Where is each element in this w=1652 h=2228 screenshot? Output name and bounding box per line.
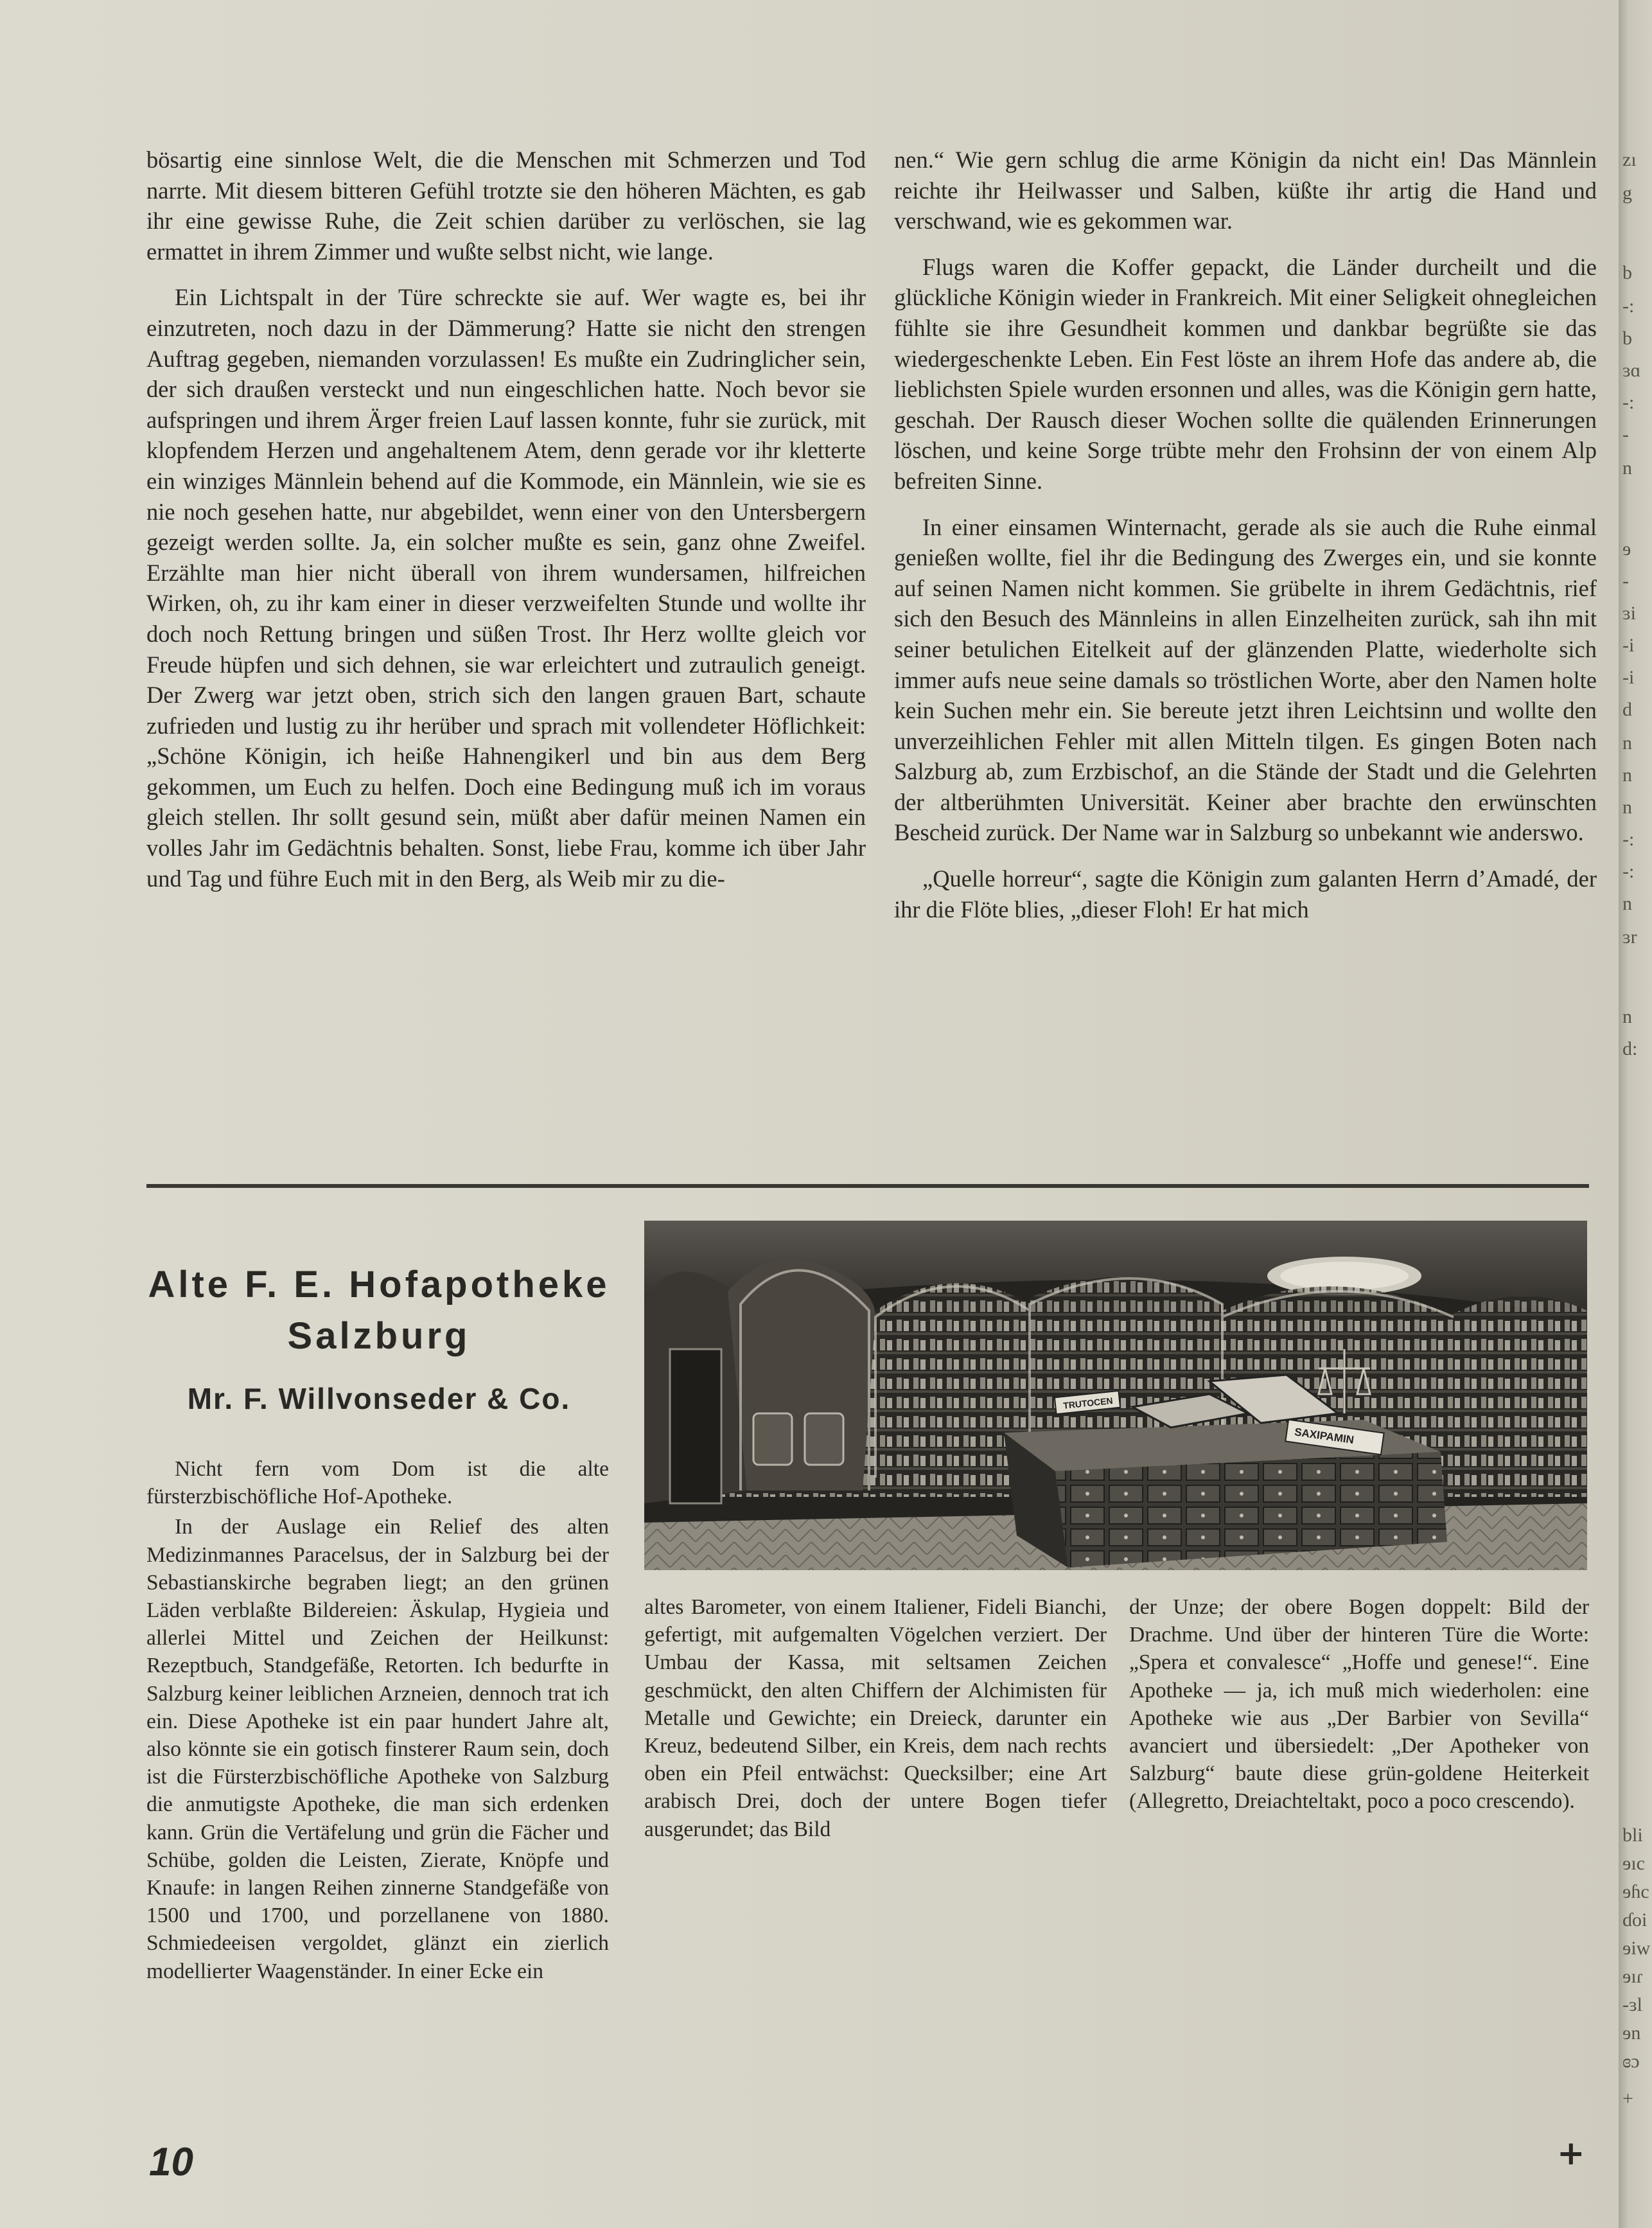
page-number: 10: [149, 2140, 193, 2184]
edge-fragment: ɘn: [1622, 2022, 1641, 2044]
edge-fragment: b: [1622, 328, 1632, 349]
next-page-edge: [1619, 0, 1652, 2228]
ad-title-city: Salzburg: [287, 1315, 471, 1357]
ad-left-column: [146, 1455, 609, 1985]
ad-title: Alte F. E. Hofapotheke: [148, 1264, 610, 1305]
edge-fragment: -i: [1622, 667, 1635, 688]
pharmacy-interior-photo: [644, 1221, 1587, 1570]
edge-fragment: -:: [1622, 829, 1635, 850]
edge-fragment: ɜi: [1622, 603, 1636, 624]
section-divider: [146, 1184, 1589, 1188]
sign-right: SAXIPAMIN: [1294, 1426, 1355, 1447]
ad-paragraph: altes Barometer, von einem Italiener, Fideli Bianchi, gefertigt, mit aufgemalten Vögelchen verziert. Der Umbau der Kassa, mit seltsamen Zeichen geschmückt, den alten Chiffern der Alchimisten für Metalle und Gewichte; ein Dreieck, darunter ein Kreuz, bedeutend Silber, ein Kreis, dem nach rechts oben ein Pfeil entwächst: Quecksilber; eine Art arabisch Drei, doch der untere Bogen tiefer ausgerundet; das Bild: [644, 1595, 1107, 1841]
story-right-column: [894, 145, 1597, 924]
edge-fragment: d: [1622, 699, 1632, 720]
edge-fragment: ɞɔ: [1622, 2051, 1640, 2072]
edge-fragment: n: [1622, 732, 1632, 754]
edge-fragment: n: [1622, 893, 1632, 914]
edge-fragment: ɗoi: [1622, 1909, 1648, 1931]
end-mark: +: [1557, 2134, 1585, 2173]
edge-fragment: -i: [1622, 635, 1635, 656]
ad-paragraph: der Unze; der obere Bogen doppelt: Bild der Drachme. Und über der hinteren Türe die Worte: „Spera et convalesce“ „Hoffe und genese!“. Eine Apotheke — ja, ich muß mich wiederholen: eine Apotheke wie aus „Der Barbier von Sevilla“ avanciert und übersiedelt: „Der Apotheker von Salzburg“ baute diese grün-goldene Heiterkeit (Allegretto, Dreiachteltakt, poco a poco crescendo).: [1129, 1595, 1589, 1814]
edge-fragment: ɘıɾ: [1622, 1966, 1643, 1987]
story-paragraph: Flugs waren die Koffer gepackt, die Länder durcheilt und die glückliche Königin wieder in Frankreich. Mit einer Seligkeit ohnegleichen fühlte sie ihre Gesundheit kommen und dankbar begrüßte sie das wiedergeschenkte Leben. Ein Fest löste an ihrem Hofe das andere ab, die lieblichsten Spiele wurden ersonnen und alles, was die Königin gern hatte, geschah. Der Rausch dieser Wochen sollte die quälenden Erinnerungen löschen, und keine Sorge trübte mehr den Frohsinn der von einem Alp befreiten Sinne.: [894, 253, 1597, 494]
edge-fragment: ɜr: [1622, 926, 1637, 948]
story-paragraph: nen.“ Wie gern schlug die arme Königin da nicht ein! Das Männlein reichte ihr Heilwasser und Salben, küßte ihr artig die Hand und verschwand, wie es gekommen war.: [894, 146, 1597, 234]
edge-fragment: -:: [1622, 392, 1635, 413]
edge-fragment: -:: [1622, 296, 1635, 317]
story-paragraph: bösartig eine sinnlose Welt, die die Menschen mit Schmerzen und Tod narrte. Mit diesem bitteren Gefühl trotzte sie den höheren Mächten, es gab ihr eine gewisse Ruhe, die Zeit schien darüber zu verlöschen, sie lag ermattet in ihrem Zimmer und wußte selbst nicht, wie lange.: [146, 146, 866, 265]
edge-fragment: d:: [1622, 1038, 1638, 1059]
edge-fragment: zı: [1622, 149, 1637, 170]
edge-fragment: n: [1622, 765, 1632, 786]
edge-fragment: n: [1622, 1006, 1632, 1027]
edge-fragment: -ɜl: [1622, 1994, 1642, 2015]
edge-fragment: +: [1622, 2088, 1633, 2109]
edge-fragment: bli: [1622, 1825, 1643, 1846]
edge-fragment: ɘiw: [1622, 1938, 1651, 1959]
edge-fragment: ɘıc: [1622, 1853, 1645, 1874]
edge-fragment: n: [1622, 457, 1632, 479]
edge-fragment: -: [1622, 424, 1629, 445]
story-paragraph: In einer einsamen Winternacht, gerade als sie auch die Ruhe einmal genießen wollte, fiel ihr die Bedingung des Zwerges ein, und sie konnte auf seinen Namen nicht kommen. Sie grübelte in ihrem Gedächtnis, rief sich den Besuch des Männleins in allen Einzelheiten zurück, sah ihn mit seiner betulichen Eitelkeit auf der glänzenden Platte, wiederholte sich immer aufs neue seine damals so tröstlichen Worte, aber den Namen holte kein Suchen mehr ein. Sie bereute jetzt ihren Leichtsinn und wollte den unverzeihlichen Fehler mit allen Mitteln tilgen. Es gingen Boten nach Salzburg ab, zum Erzbischof, an die Stände der Stadt und die Gelehrten der altberühmten Universität. Keiner aber brachte den erwünschten Bescheid zurück. Der Name war in Salzburg so unbekannt wie anderswo.: [894, 513, 1597, 846]
edge-fragment: b: [1622, 262, 1632, 283]
story-paragraph: Ein Lichtspalt in der Türe schreckte sie auf. Wer wagte es, bei ihr einzutreten, noch dazu in der Dämmerung? Hatte sie nicht den strengen Auftrag gegeben, niemanden vorzulassen! Es mußte ein Zudringlicher sein, der sich draußen versteckt und nun eingeschlichen hatte. Noch bevor sie aufspringen und ihrem Ärger freien Lauf lassen konnte, fuhr sie zurück, mit klopfendem Herzen und angehaltenem Atem, denn gerade vor ihr kletterte ein winziges Männlein behend auf die Kommode, ein Männlein, wie sie es nie noch gesehen hatte, nur abgebildet, wenn einer von den Untersbergern gezeigt werden sollte. Ja, ein solcher mußte es sein, ganz ohne Zweifel. Erzählte man hier nicht überall von ihrem wundersamen, hilfreichen Wirken, oh, zu ihr kam einer in dieser verzweifelten Stunde und wollte ihr doch noch Rettung bringen und süßen Trost. Ihr Herz wollte gleich vor Freude hüpfen und sich dehnen, sie war erleichtert und zutraulich geneigt. Der Zwerg war jetzt oben, strich sich den langen grauen Bart, schaute zufrieden und lustig zu ihr herüber und sprach mit vollendeter Höflichkeit: „Schöne Königin, ich heiße Hahnengikerl und bin aus dem Berg gekommen, um Euch zu helfen. Doch eine Bedingung muß ich im voraus gleich stellen. Ihr sollt gesund sein, müßt aber dafür meinen Namen ein volles Jahr im Gedächtnis behalten. Sonst, liebe Frau, komme ich über Jahr und Tag und führe Euch mit in den Berg, als Weib mir zu die-: [146, 284, 866, 892]
ad-paragraph: Nicht fern vom Dom ist die alte fürsterzbischöfliche Hof-Apotheke.: [146, 1457, 609, 1509]
edge-fragment: g: [1622, 182, 1632, 204]
sign-left: TRUTOCEN: [1062, 1395, 1114, 1411]
ad-paragraph: In der Auslage ein Relief des alten Medizinmannes Paracelsus, der in Salzburg bei der Sebastianskirche begraben liegt; an den grünen Läden verblaßte Bildereien: Äskulap, Hygieia und allerlei Mittel und Zeichen der Heilkunst: Rezeptbuch, Standgefäße, Retorten. Ich bedurfte in Salzburg keiner leiblichen Arzneien, dennoch trat ich ein. Diese Apotheke ist ein paar hundert Jahre alt, also könnte sie ein gotisch finsterer Raum sein, doch ist die Fürsterzbischöfliche Apotheke von Salzburg die anmutigste Apotheke, die man sich erdenken kann. Grün die Vertäfelung und grün die Fächer und Schübe, golden die Leisten, Zierate, Knöpfe und Knaufe: in langen Reihen zinnerne Standgefäße von 1500 und 1700, und porzellanene von 1880. Schmiedeeisen vergoldet, glänzt ein zierlich modellierter Waagenständer. In einer Ecke ein: [146, 1515, 609, 1983]
ad-right-column: [1129, 1593, 1589, 1816]
edge-fragment: ɘɦc: [1622, 1881, 1649, 1902]
ad-heading: [135, 1259, 623, 1421]
edge-fragment: n: [1622, 797, 1632, 818]
edge-fragment: -: [1622, 570, 1629, 592]
story-paragraph: „Quelle horreur“, sagte die Königin zum galanten Herrn d’Amadé, der ihr die Flöte blies, „dieser Floh! Er hat mich: [894, 865, 1597, 923]
story-left-column: [146, 145, 866, 894]
edge-fragment: ɜɑ: [1622, 360, 1641, 381]
ad-subtitle: Mr. F. Willvonseder & Co.: [187, 1382, 571, 1415]
edge-fragment: ɘ: [1622, 538, 1631, 560]
edge-fragment: -:: [1622, 861, 1635, 882]
pharmacy-photo-illustration: [644, 1221, 1587, 1570]
ad-middle-column: [644, 1593, 1107, 1843]
